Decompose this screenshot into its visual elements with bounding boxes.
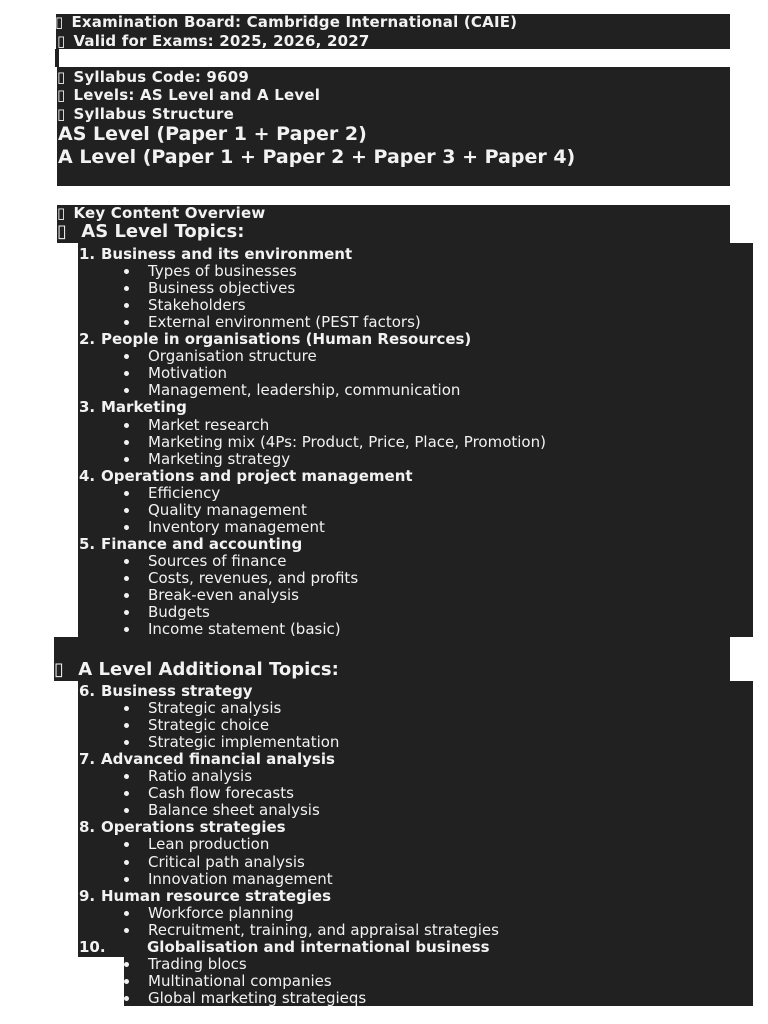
list-item: Costs, revenues, and profits: [148, 568, 359, 587]
topic-number: 8.: [79, 818, 96, 837]
bullet-icon: [124, 423, 129, 428]
bullet-icon: [124, 877, 129, 882]
list-item: Innovation management: [148, 869, 333, 888]
bullet-icon: [124, 576, 129, 581]
calendar-icon: ▯: [57, 32, 66, 50]
list-item: Sources of finance: [148, 551, 287, 570]
topic-title: Globalisation and international business: [147, 937, 490, 956]
topic-heading: [79, 398, 187, 416]
list-item: Multinational companies: [148, 971, 332, 990]
as-topics-icon: ▯: [57, 221, 67, 242]
topic-title: Finance and accounting: [101, 534, 303, 553]
structure-text: Syllabus Structure: [73, 105, 234, 123]
topic-heading: [79, 245, 352, 263]
topic-title: Business and its environment: [101, 245, 353, 263]
bullet-icon: [124, 962, 129, 967]
topic-number: 9.: [79, 886, 96, 905]
topic-title: Human resource strategies: [101, 886, 331, 905]
topic-heading: [79, 535, 302, 553]
list-item: Strategic implementation: [148, 733, 340, 752]
topic-heading: [79, 818, 286, 836]
bullet-icon: [124, 559, 129, 564]
list-item: Balance sheet analysis: [148, 801, 320, 820]
overview-text: Key Content Overview: [73, 204, 266, 222]
topic-heading: [79, 938, 490, 956]
topic-heading: [79, 467, 413, 485]
as-papers-heading: AS Level (Paper 1 + Paper 2): [58, 123, 367, 145]
topic-title: Operations strategies: [101, 818, 286, 837]
list-item: Recruitment, training, and appraisal strategies: [148, 920, 499, 939]
structure-icon: ▯: [57, 105, 66, 123]
as-topics-heading: AS Level Topics:: [81, 221, 245, 242]
list-item: Global marketing strategieqs: [148, 988, 367, 1007]
bullet-icon: [124, 996, 129, 1001]
board-icon: ▯: [55, 13, 64, 31]
list-item: Marketing mix (4Ps: Product, Price, Place, Promotion): [148, 432, 546, 451]
bullet-icon: [124, 860, 129, 865]
list-item: Lean production: [148, 835, 270, 854]
topic-number: 3.: [79, 398, 96, 417]
syllabus-code-text: Syllabus Code: 9609: [73, 68, 249, 86]
list-item: Efficiency: [148, 483, 221, 502]
topic-number: 2.: [79, 330, 96, 349]
list-item: Ratio analysis: [148, 767, 253, 786]
list-item: Workforce planning: [148, 903, 294, 922]
list-item: Motivation: [148, 364, 227, 383]
topic-heading: [79, 682, 253, 700]
bullet-icon: [124, 928, 129, 933]
levels-icon: ▯: [57, 86, 66, 104]
exam-board-text: Examination Board: Cambridge International (CAIE): [71, 13, 518, 31]
list-item: Marketing strategy: [148, 449, 291, 468]
topic-number: 7.: [79, 750, 96, 769]
list-item: Cash flow forecasts: [148, 784, 294, 803]
topic-heading: [79, 750, 335, 768]
topic-title: Marketing: [101, 398, 187, 417]
a-topics-icon: ▯: [54, 659, 64, 680]
topic-number: 1.: [79, 245, 96, 263]
list-item: Strategic analysis: [148, 699, 282, 718]
a-papers-heading: A Level (Paper 1 + Paper 2 + Paper 3 + Paper 4): [58, 146, 576, 168]
list-item: Management, leadership, communication: [148, 381, 461, 400]
topic-title: Business strategy: [101, 682, 253, 700]
valid-text: Valid for Exams: 2025, 2026, 2027: [73, 32, 370, 50]
list-item: Business objectives: [148, 279, 296, 298]
bullet-icon: [124, 508, 129, 513]
list-item: Budgets: [148, 603, 210, 622]
topic-title: Advanced financial analysis: [101, 750, 335, 769]
bullet-icon: [124, 457, 129, 462]
header-block-stub: [55, 49, 59, 67]
list-item: Market research: [148, 415, 270, 434]
a-topics-heading-line: [54, 659, 339, 680]
valid-line: [57, 32, 370, 50]
topic-title: People in organisations (Human Resources): [101, 330, 472, 349]
topic-heading: [79, 887, 331, 905]
list-item: Organisation structure: [148, 347, 317, 366]
as-topics-block-num: [78, 243, 124, 637]
list-item: Types of businesses: [148, 262, 297, 281]
topic-title: Operations and project management: [101, 466, 413, 485]
list-item: Critical path analysis: [148, 852, 305, 871]
code-icon: ▯: [57, 68, 66, 86]
list-item: Inventory management: [148, 517, 325, 536]
topic-number: 10.: [79, 937, 106, 956]
bullet-icon: [124, 593, 129, 598]
bullet-icon: [124, 979, 129, 984]
overview-line: [57, 204, 265, 222]
bullet-icon: [124, 525, 129, 530]
list-item: Stakeholders: [148, 296, 246, 315]
topic-number: 6.: [79, 682, 96, 700]
syllabus-code-line: [57, 68, 249, 86]
list-item: Income statement (basic): [148, 620, 341, 639]
bullet-icon: [124, 440, 129, 445]
topic-heading: [79, 330, 471, 348]
levels-line: [57, 86, 320, 104]
bullet-icon: [124, 911, 129, 916]
as-topics-heading-line: [57, 221, 244, 242]
bullet-icon: [124, 491, 129, 496]
list-item: Break-even analysis: [148, 586, 299, 604]
list-item: External environment (PEST factors): [148, 313, 421, 332]
list-item: Strategic choice: [148, 716, 270, 735]
exam-board-line: [55, 13, 517, 31]
a-topics-heading: A Level Additional Topics:: [78, 659, 339, 680]
list-item: Trading blocs: [148, 954, 247, 973]
structure-line: [57, 105, 234, 123]
topic-number: 5.: [79, 534, 96, 553]
overview-icon: ▯: [57, 204, 66, 222]
list-item: Quality management: [148, 500, 307, 519]
levels-text: Levels: AS Level and A Level: [73, 86, 321, 104]
topic-number: 4.: [79, 466, 96, 485]
